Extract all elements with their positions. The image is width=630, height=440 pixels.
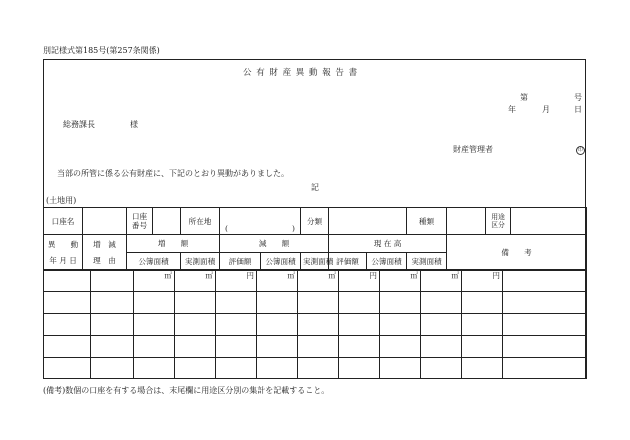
data-cell[interactable] <box>298 292 339 314</box>
account-number-label-1: 口座 <box>131 211 148 221</box>
unit-sqm: ㎡ <box>205 271 213 280</box>
data-cell[interactable] <box>44 336 91 358</box>
form-title: 公 有 財 産 異 動 報 告 書 <box>243 68 359 78</box>
doc-number-suffix: 号 <box>574 93 582 102</box>
account-name-field[interactable] <box>83 208 127 235</box>
data-cell[interactable] <box>175 292 216 314</box>
data-cell[interactable] <box>421 292 462 314</box>
current-valuation-unit[interactable] <box>462 270 503 292</box>
data-cell[interactable] <box>462 336 503 358</box>
type-field[interactable] <box>447 208 486 235</box>
data-row <box>44 292 587 314</box>
unit-sqm: ㎡ <box>287 271 295 280</box>
account-name-label: 口座名 <box>44 208 83 235</box>
addressee: 総務課長 <box>63 120 95 129</box>
header-row-1 <box>44 235 587 253</box>
date-day: 日 <box>574 105 582 114</box>
data-cell[interactable] <box>339 292 380 314</box>
data-cell[interactable] <box>380 358 421 379</box>
data-cell[interactable] <box>216 292 257 314</box>
location-field[interactable] <box>220 208 301 235</box>
unit-yen: 円 <box>492 271 500 280</box>
seal-mark: 印 <box>577 147 583 153</box>
classification-field[interactable] <box>329 208 407 235</box>
use-label-2: 区分 <box>491 221 505 229</box>
classification-label: 分類 <box>301 208 329 235</box>
decrease-header: 減 額 <box>220 235 329 253</box>
unit-sqm: ㎡ <box>451 271 459 280</box>
change-date-header-2: 年 月 日 <box>49 256 77 265</box>
info-row <box>44 208 587 235</box>
data-cell[interactable] <box>134 292 175 314</box>
date-month: 月 <box>542 105 550 114</box>
data-cell[interactable] <box>462 292 503 314</box>
account-number-field[interactable] <box>153 208 181 235</box>
current-header: 現 在 高 <box>329 235 447 253</box>
data-cell[interactable] <box>257 292 298 314</box>
increase-measured-unit[interactable] <box>175 270 216 292</box>
change-date-header-1: 異 動 <box>47 240 79 249</box>
decrease-ledger-area-header: 公簿面積 <box>261 253 301 271</box>
remarks-cell[interactable] <box>503 358 587 379</box>
unit-yen: 円 <box>246 271 254 280</box>
current-measured-unit[interactable] <box>421 270 462 292</box>
data-cell[interactable] <box>175 336 216 358</box>
data-cell[interactable] <box>91 336 134 358</box>
reason-header-2: 理 由 <box>93 256 116 265</box>
data-cell[interactable] <box>44 270 91 292</box>
data-row <box>44 358 587 379</box>
seal-icon <box>576 145 585 155</box>
data-cell[interactable] <box>175 314 216 336</box>
data-cell[interactable] <box>134 314 175 336</box>
increase-ledger-area-header: 公簿面積 <box>127 253 181 271</box>
increase-valuation-unit[interactable] <box>216 270 257 292</box>
data-cell[interactable] <box>257 336 298 358</box>
change-date-header <box>44 235 83 271</box>
data-row <box>44 336 587 358</box>
data-cell[interactable] <box>298 358 339 379</box>
data-cell[interactable] <box>421 314 462 336</box>
data-cell[interactable] <box>421 358 462 379</box>
increase-header: 増 額 <box>127 235 220 253</box>
data-cell[interactable] <box>134 336 175 358</box>
reason-header <box>83 235 127 271</box>
data-cell[interactable] <box>175 358 216 379</box>
unit-sqm: ㎡ <box>328 271 336 280</box>
decrease-measured-area-header: 実測面積 <box>301 253 329 271</box>
account-number-label <box>127 208 153 235</box>
location-paren-open: ( <box>225 224 228 233</box>
data-cell[interactable] <box>339 314 380 336</box>
data-cell[interactable] <box>380 314 421 336</box>
manager-label: 財産管理者 <box>453 145 493 154</box>
use-label-1: 用途 <box>491 212 505 221</box>
form-number: 別記様式第185号(第257条関係) <box>43 46 160 55</box>
remarks-header: 備 考 <box>447 235 587 271</box>
data-cell[interactable] <box>44 292 91 314</box>
decrease-valuation-header: 評価額 <box>329 253 367 271</box>
data-cell[interactable] <box>462 314 503 336</box>
decrease-ledger-unit[interactable] <box>257 270 298 292</box>
addressee-honorific: 様 <box>130 120 138 129</box>
data-row <box>44 270 587 292</box>
unit-sqm: ㎡ <box>164 271 172 280</box>
unit-yen: 円 <box>369 271 377 280</box>
remarks-cell[interactable] <box>503 336 587 358</box>
data-cell[interactable] <box>298 336 339 358</box>
location-paren-close: ) <box>292 224 295 233</box>
data-cell[interactable] <box>44 358 91 379</box>
remarks-cell[interactable] <box>503 270 587 292</box>
account-number-label-2: 番号 <box>131 221 148 230</box>
data-cell[interactable] <box>257 358 298 379</box>
type-label: 種類 <box>407 208 447 235</box>
current-ledger-unit[interactable] <box>380 270 421 292</box>
increase-measured-area-header: 実測面積 <box>181 253 220 271</box>
data-cell[interactable] <box>216 314 257 336</box>
data-cell[interactable] <box>339 336 380 358</box>
use-field[interactable] <box>511 208 586 234</box>
asset-table <box>43 207 587 271</box>
remarks-cell[interactable] <box>503 292 587 314</box>
data-row <box>44 314 587 336</box>
data-cell[interactable] <box>91 292 134 314</box>
data-cell[interactable] <box>380 336 421 358</box>
data-cell[interactable] <box>216 336 257 358</box>
increase-ledger-unit[interactable] <box>134 270 175 292</box>
data-cell[interactable] <box>421 336 462 358</box>
footnote: (備考)数個の口座を有する場合は、末尾欄に用途区分別の集計を記載すること。 <box>43 386 330 395</box>
location-label: 所在地 <box>181 208 220 235</box>
use-cell <box>486 208 587 235</box>
current-measured-area-header: 実測面積 <box>407 253 447 271</box>
data-rows-table <box>43 269 587 379</box>
unit-sqm: ㎡ <box>410 271 418 280</box>
ki-label: 記 <box>311 183 319 192</box>
data-cell[interactable] <box>44 314 91 336</box>
doc-number-label: 第 <box>520 93 528 102</box>
date-year: 年 <box>508 105 516 114</box>
body-text: 当部の所管に係る公有財産に、下記のとおり異動がありました。 <box>57 169 289 178</box>
reason-header-1: 増 減 <box>93 240 116 249</box>
current-ledger-area-header: 公簿面積 <box>367 253 407 271</box>
data-cell[interactable] <box>91 270 134 292</box>
remarks-cell[interactable] <box>503 314 587 336</box>
increase-valuation-header: 評価額 <box>220 253 261 271</box>
data-cell[interactable] <box>91 358 134 379</box>
decrease-measured-unit[interactable] <box>298 270 339 292</box>
data-cell[interactable] <box>216 358 257 379</box>
data-cell[interactable] <box>462 358 503 379</box>
data-cell[interactable] <box>339 358 380 379</box>
data-cell[interactable] <box>134 358 175 379</box>
data-cell[interactable] <box>257 314 298 336</box>
data-cell[interactable] <box>91 314 134 336</box>
data-cell[interactable] <box>380 292 421 314</box>
land-category-label: (土地用) <box>46 196 77 205</box>
use-label <box>486 208 511 234</box>
decrease-valuation-unit[interactable] <box>339 270 380 292</box>
data-cell[interactable] <box>298 314 339 336</box>
